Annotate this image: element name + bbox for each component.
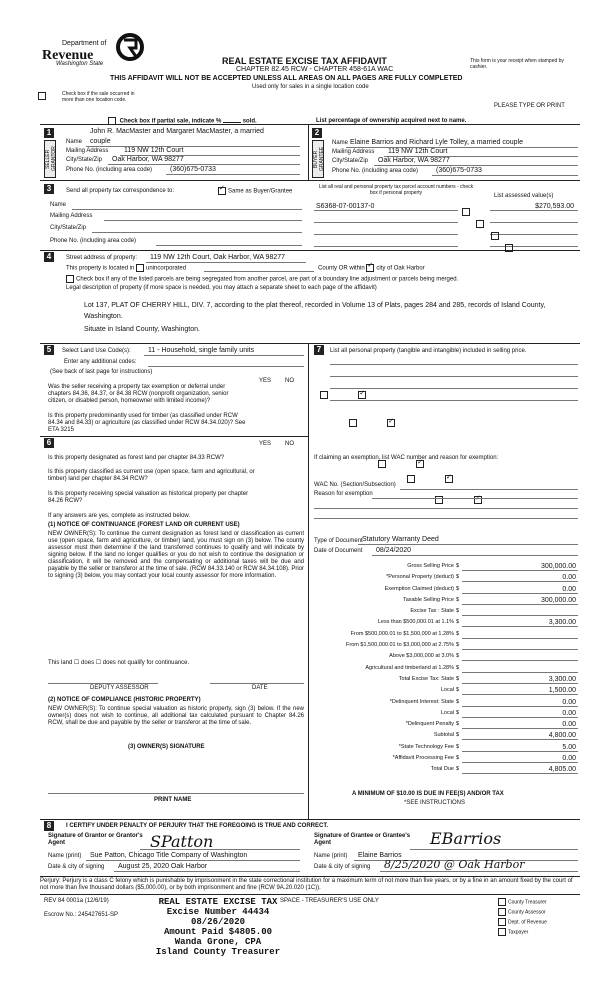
dollar-sign: $ [456, 574, 460, 581]
tax-row-label: Above $3,000,000 at 3.0% [389, 653, 454, 660]
tax-row [310, 730, 580, 741]
seller-phone-value[interactable]: (360)675-0733 [170, 166, 216, 173]
personal-property-checkbox-1[interactable] [462, 208, 470, 216]
tax-row [310, 697, 580, 708]
doc-date-label: Date of Document [314, 548, 363, 554]
buyer-name-value[interactable]: Elaine Barrios and Richard Lyle Tolley, a married couple [350, 139, 524, 146]
dollar-sign: $ [456, 608, 460, 615]
minimum-fee-note: A MINIMUM OF $10.00 IS DUE IN FEE(S) AND/OR TAX [352, 791, 504, 797]
tax-row-label: Excise Tax : State [410, 608, 454, 615]
located-row: This property is located in unincorporated [66, 265, 187, 272]
personal-property-checkbox-2[interactable] [476, 220, 484, 228]
street-address-value[interactable]: 119 NW 12th Court, Oak Harbor, WA 98277 [150, 254, 286, 261]
treasurer-stamp: REAL ESTATE EXCISE TAX Excise Number 44434 08/26/2020 Amount Paid $4805.00 Wanda Grone, CPA Island County Treasurer [155, 897, 281, 957]
tax-correspondence-label: Send all property tax correspondence to: [66, 188, 175, 194]
tax-row-value[interactable]: 3,300.00 [548, 619, 576, 627]
doc-date-value[interactable]: 08/24/2020 [376, 547, 412, 554]
tax-row-label: Total Due [430, 766, 454, 773]
dollar-sign: $ [456, 630, 460, 637]
grantor-date-value[interactable]: August 25, 2020 Oak Harbor [118, 863, 208, 870]
buyer-name-label: Name [332, 140, 349, 146]
dollar-sign: $ [456, 721, 460, 728]
sec6-question-2: Is this property classified as current use (open space, farm and agricultural, or timber) land per chapter 84.34 RCW? [48, 469, 255, 482]
sec6-no-header: NO [285, 441, 294, 447]
sec6-q3-no[interactable] [474, 496, 482, 504]
dept-line2: Revenue [42, 48, 94, 63]
grantor-name-label: Name (print) [48, 853, 82, 859]
legal-description-value[interactable]: Lot 137, PLAT OF CHERRY HILL, DIV. 7, according to the plat thereof, recorded in Volume 13 of Plats, pages 284 and 285, records of Island County, Washington. [84, 302, 546, 320]
tax-row [310, 764, 580, 775]
tax-row [310, 674, 580, 685]
copy-revenue-checkbox[interactable] [498, 918, 506, 926]
tax-row-label: Gross Selling Price [407, 563, 454, 569]
deputy-date-label: DATE [252, 685, 268, 691]
tax-row-label: Subtotal [433, 732, 454, 739]
corr-phone-label: Phone No. (including area code) [50, 238, 137, 244]
same-as-buyer-checkbox[interactable] [218, 187, 226, 195]
qualify-continuance: This land ☐ does ☐ does not qualify for continuance. [48, 660, 190, 666]
tax-row-label: *State Technology Fee [398, 743, 454, 750]
tax-row-value[interactable]: 3,300.00 [548, 675, 576, 683]
seller-phone-label: Phone No. (including area code) [66, 167, 153, 173]
copy-treasurer-checkbox[interactable] [498, 898, 506, 906]
section-8-badge: 8 [44, 821, 54, 831]
grantee-name-label: Name (print) [314, 853, 348, 859]
street-address-label: Street address of property: [66, 255, 138, 261]
sec5-yes-header: YES [259, 378, 272, 384]
land-use-value[interactable]: 11 - Household, single family units [148, 347, 255, 354]
section-6-badge: 6 [44, 438, 54, 448]
notice-compliance-title: (2) NOTICE OF COMPLIANCE (HISTORIC PROPERTY) [48, 697, 201, 703]
multi-location-row [40, 91, 140, 103]
dollar-sign: $ [456, 653, 460, 660]
sec5-q2-no[interactable] [387, 419, 395, 427]
buyer-phone-label: Phone No. (including area code) [332, 168, 419, 174]
doc-type-value[interactable]: Statutory Warranty Deed [362, 536, 439, 543]
sec6-q3-yes[interactable] [435, 496, 443, 504]
grantor-name-value[interactable]: Sue Patton, Chicago Title Company of Washington [90, 852, 248, 859]
seller-name-value[interactable]: John R. MacMaster and Margaret MacMaster, a married [90, 128, 264, 135]
tax-row-label: From $500,000.01 to $1,500,000 at 1.28% [350, 630, 454, 637]
notice-continuance-title: (1) NOTICE OF CONTINUANCE (FOREST LAND OR CURRENT USE) [48, 522, 240, 528]
sec5-q1-no[interactable] [358, 391, 366, 399]
grantee-signature-label: Signature of Grantee or Grantee's Agent [314, 833, 411, 846]
corr-city-label: City/State/Zip [50, 225, 87, 231]
county-row: County OR within ✓ city of Oak Harbor [318, 264, 425, 273]
tax-row-label: *Delinquent Interest: State [389, 698, 454, 705]
notice-continuance-body: NEW OWNER(S): To continue the current designation as forest land or classification as current use (open space, farm and agriculture, or timber) land, you must sign on (3) below. The county assessor must then determine if the land transferred continues to qualify and will indicate by signing below. If the land no longer qualifies or you do not wish to continue the designation or classification, it will be removed and the compensating or additional taxes will be due and payable by the seller or transferor at the time of sale. (RCW 84.33.140 or RCW 84.34.108). Prior to signing (3) below, you may contact your local county assessor for more information. [48, 531, 304, 579]
tax-row [310, 572, 580, 583]
escrow-number: Escrow No.: 245427651-SP [44, 912, 119, 918]
sec5-no-header: NO [285, 378, 294, 384]
within-city-checkbox[interactable] [366, 264, 374, 272]
section-3-badge: 3 [44, 184, 54, 194]
tax-row [310, 663, 580, 674]
tax-row [310, 617, 580, 628]
sec5-question-2: Is this property predominantly used for timber (as classified under RCW 84.34 and 84.33) or agriculture (as classified under RCW 84.34.020)? See ETA 3215 [48, 413, 246, 433]
seller-city-label: City/State/Zip [66, 157, 103, 163]
tax-row [310, 584, 580, 595]
receipt-note: This form is your receipt when stamped by cashier. [470, 58, 564, 70]
tax-row [310, 595, 580, 606]
tax-row-label: Exemption Claimed (deduct) [384, 585, 454, 592]
dept-line3: Washington State [56, 61, 104, 67]
tax-row-value[interactable]: 5.00 [562, 743, 576, 751]
unincorporated-checkbox[interactable] [136, 264, 144, 272]
additional-codes-label: Enter any additional codes: [64, 359, 137, 365]
owner-signature-label: (3) OWNER(S) SIGNATURE [128, 744, 205, 750]
exemption-reason-label: Reason for exemption [314, 491, 373, 497]
tax-row-value[interactable]: 0.00 [562, 709, 576, 717]
section-5-badge: 5 [44, 345, 54, 355]
segregated-row: Check box if any of the listed parcels are being segregated from another parcel, are part of a boundary line adjustment or parcels being merged. [66, 275, 458, 284]
dollar-sign: $ [456, 585, 460, 592]
ownership-note: List percentage of ownership acquired next to name. [316, 118, 467, 124]
tax-row-label: From $1,500,000.01 to $3,000,000 at 2.75% [346, 642, 454, 649]
print-name-label: PRINT NAME [154, 797, 192, 803]
tax-row-value[interactable]: 300,000.00 [540, 596, 576, 604]
assessed-header: List assessed value(s) [494, 193, 554, 199]
legal-description-label: Legal description of property (if more space is needed, you may attach a separate sheet to each page of the affidavit) [66, 285, 377, 291]
multi-location-checkbox[interactable] [38, 92, 46, 100]
tax-row-value[interactable]: 0.00 [562, 574, 576, 582]
form-notice: THIS AFFIDAVIT WILL NOT BE ACCEPTED UNLESS ALL AREAS ON ALL PAGES ARE FULLY COMPLETED [110, 75, 463, 82]
buyer-city-label: City/State/Zip [332, 158, 369, 164]
tax-computation-table [310, 561, 580, 776]
tax-row-label: Less than $500,000.01 at 1.1% [377, 619, 454, 626]
tax-row-label: *Delinquent Penalty [405, 721, 454, 728]
form-note: Used only for sales in a single location code [252, 84, 369, 90]
dollar-sign: $ [456, 664, 460, 671]
sold-label: sold. [242, 118, 257, 125]
copy-distribution: County Treasurer County Assessor Dept. of Revenue Taxpayer [498, 898, 547, 936]
please-type: PLEASE TYPE OR PRINT [494, 103, 565, 109]
sec6-q2-yes[interactable] [407, 475, 415, 483]
tax-row-value[interactable]: 4,805.00 [548, 766, 576, 774]
seller-address-value[interactable]: 119 NW 12th Court [124, 147, 184, 154]
dollar-sign: $ [456, 563, 460, 569]
tax-row-label: Total Excise Tax: State [398, 675, 454, 682]
sec6-if-any: If any answers are yes, complete as instructed below. [48, 513, 191, 519]
corr-address-label: Mailing Address [50, 213, 93, 219]
form-title: REAL ESTATE EXCISE TAX AFFIDAVIT [222, 56, 387, 66]
tax-row-value[interactable]: 4,800.00 [548, 732, 576, 740]
tax-row-label: Agricultural and timberland at 1.28% [365, 664, 454, 671]
tax-row [310, 753, 580, 764]
partial-sale-label: Check box if partial sale, indicate % [119, 118, 222, 125]
segregated-checkbox[interactable] [66, 275, 74, 283]
certify-statement: I CERTIFY UNDER PENALTY OF PERJURY THAT THE FOREGOING IS TRUE AND CORRECT. [66, 823, 329, 829]
buyer-phone-value[interactable]: (360)675-0733 [436, 167, 482, 174]
dollar-sign: $ [456, 732, 460, 739]
buyer-address-label: Mailing Address [332, 149, 375, 155]
section-4-badge: 4 [44, 252, 54, 262]
tax-row [310, 651, 580, 662]
sec6-q2-no[interactable] [445, 475, 453, 483]
tax-row-value[interactable]: 0.00 [562, 585, 576, 593]
seller-city-value[interactable]: Oak Harbor, WA 98277 [112, 156, 184, 163]
tax-row-label: Local [440, 709, 454, 716]
seller-name-value2[interactable]: couple [90, 138, 111, 145]
dollar-sign: $ [456, 642, 460, 649]
dollar-sign: $ [456, 709, 460, 716]
dollar-sign: $ [456, 698, 460, 705]
dollar-sign: $ [456, 675, 460, 682]
grantee-name-value[interactable]: Elaine Barrios [358, 852, 402, 859]
copy-taxpayer-checkbox[interactable] [498, 928, 506, 936]
situate-value[interactable]: Situate in Island County, Washington. [84, 326, 200, 333]
buyer-band: BUYER GRANTEE [312, 140, 324, 178]
tax-row [310, 629, 580, 640]
dollar-sign: $ [456, 755, 460, 762]
dollar-sign: $ [456, 596, 460, 603]
doc-type-label: Type of Document [314, 538, 363, 544]
notice-compliance-body: NEW OWNER(S): To continue special valuation as historic property, sign (3) below. If the new owner(s) does not wish to continue, all additional tax calculated pursuant to Chapter 84.26 RCW, shall be due and payable by the seller or transferor at the time of sale. [48, 706, 304, 726]
sec6-yes-header: YES [259, 441, 272, 447]
seller-band: SELLER GRANTOR [44, 140, 56, 178]
tax-row [310, 719, 580, 730]
sec6-question-3: Is this property receiving special valuation as historical property per chapter 84.26 RCW? [48, 491, 249, 504]
grantor-date-label: Date & city of signing [48, 864, 105, 870]
tax-row-value[interactable]: 0.00 [562, 721, 576, 729]
grantee-date-value[interactable]: 8/25/2020 @ Oak Harbor [384, 858, 525, 871]
tax-row-value[interactable]: 300,000.00 [540, 563, 576, 570]
deputy-assessor-label: DEPUTY ASSESSOR [90, 685, 149, 691]
personal-property-label: List all personal property (tangible and intangible) included in selling price. [330, 348, 527, 354]
tax-row [310, 685, 580, 696]
dollar-sign: $ [456, 766, 460, 773]
personal-property-checkbox-3[interactable] [491, 232, 499, 240]
section-1-badge: 1 [44, 128, 54, 138]
multi-location-label: Check box if the sale occurred in more than one location code. [62, 91, 135, 103]
treasurer-space-label: SPACE - TREASURER'S USE ONLY [280, 898, 379, 904]
tax-row-label: *Personal Property (deduct) [386, 574, 454, 581]
land-use-label: Select Land Use Code(s): [62, 348, 131, 354]
tax-row [310, 561, 580, 572]
tax-row [310, 742, 580, 753]
grantee-signature[interactable]: EBarrios [430, 829, 502, 848]
copy-assessor-checkbox[interactable] [498, 908, 506, 916]
parcel-list-header: List all real and personal property tax parcel account numbers - check box if personal property [318, 184, 474, 196]
section-2-badge: 2 [312, 128, 322, 138]
section-7-badge: 7 [314, 345, 324, 355]
exemption-label: If claiming an exemption, list WAC number and reason for exemption: [314, 455, 499, 461]
grantee-date-label: Date & city of signing [314, 864, 371, 870]
dollar-sign: $ [456, 687, 460, 694]
tax-row-value[interactable]: 1,500.00 [548, 687, 576, 695]
parcel-number[interactable]: S6368-07-00137-0 [316, 203, 375, 210]
tax-row [310, 640, 580, 651]
tax-row [310, 708, 580, 719]
seller-address-label: Mailing Address [66, 148, 109, 154]
tax-row-label: *Affidavit Processing Fee [392, 755, 454, 762]
buyer-city-value[interactable]: Oak Harbor, WA 98277 [378, 157, 450, 164]
see-back-note: (See back of last page for instructions) [50, 369, 153, 375]
dollar-sign: $ [456, 619, 460, 626]
agency-logo [40, 28, 150, 72]
grantor-signature-label: Signature of Grantor or Grantor's Agent [48, 833, 143, 846]
assessed-value[interactable]: $270,593.00 [535, 203, 574, 210]
sec5-q1-yes[interactable] [320, 391, 328, 399]
tax-row-value[interactable]: 0.00 [562, 698, 576, 706]
tax-row-label: Taxable Selling Price [402, 596, 454, 603]
perjury-statement: Perjury: Perjury is a class C felony which is punishable by imprisonment in the state correctional institution for a maximum term of not more than five years, or by a fine in an amount fixed by the court of not more than five thousand dollars ($5,000.00), or by both imprisonment and fine (RCW 9A.20.020 (1C)). [40, 878, 573, 891]
form-revision: REV 84 0001a (12/6/19) [44, 898, 109, 904]
tax-row [310, 606, 580, 617]
revenue-emblem-icon [116, 32, 144, 62]
see-instructions: *SEE INSTRUCTIONS [404, 800, 466, 806]
sec5-question-1: Was the seller receiving a property tax exemption or deferral under chapters 84.36, 84.37, or 84.38 RCW (nonprofit organization, senior citizen, or disabled person, homeowner with limited income)? [48, 384, 229, 404]
form-subtitle: CHAPTER 82.45 RCW - CHAPTER 458-61A WAC [236, 66, 394, 73]
wac-label: WAC No. (Section/Subsection) [314, 482, 396, 488]
buyer-address-value[interactable]: 119 NW 12th Court [388, 148, 448, 155]
same-as-buyer: ✓ Same as Buyer/Grantee [218, 187, 292, 196]
seller-name-label: Name [66, 139, 83, 145]
grantor-signature[interactable]: SPatton [150, 832, 214, 851]
sec6-question-1: Is this property designated as forest land per chapter 84.33 RCW? [48, 455, 225, 461]
tax-row-label: Local [440, 687, 454, 694]
corr-name-label: Name [50, 202, 67, 208]
dept-line1: Department of [62, 40, 107, 47]
sec5-q2-yes[interactable] [349, 419, 357, 427]
dollar-sign: $ [456, 743, 460, 750]
tax-row-value[interactable]: 0.00 [562, 755, 576, 763]
